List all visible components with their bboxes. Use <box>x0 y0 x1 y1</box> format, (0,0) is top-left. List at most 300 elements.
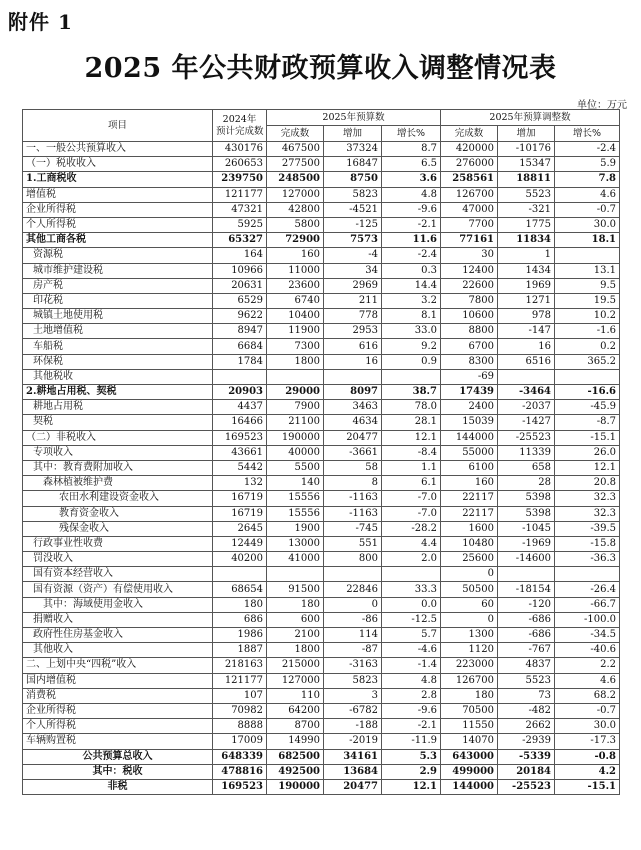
budget-growth: 6.1 <box>382 476 441 491</box>
budget-growth: -4.6 <box>382 643 441 658</box>
header-adjusted-completion: 完成数 <box>441 126 498 142</box>
adjusted-increase: 18811 <box>498 172 555 187</box>
table-row <box>23 521 620 536</box>
header-budget-increase: 增加 <box>324 126 382 142</box>
budget-increase: 4634 <box>324 415 382 430</box>
budget-completion: 5800 <box>267 217 324 232</box>
adjusted-increase: 5398 <box>498 491 555 506</box>
budget-growth: 3.6 <box>382 172 441 187</box>
row-label: 房产税 <box>23 278 213 293</box>
prev-year-value: 169523 <box>213 779 267 794</box>
row-label: 其中：税收 <box>23 764 213 779</box>
prev-year-value: 1887 <box>213 643 267 658</box>
budget-growth: 2.9 <box>382 764 441 779</box>
adjusted-completion: 50500 <box>441 582 498 597</box>
row-label: 企业所得税 <box>23 202 213 217</box>
prev-year-value: 12449 <box>213 536 267 551</box>
row-label: 专项收入 <box>23 445 213 460</box>
adjusted-completion: 60 <box>441 597 498 612</box>
adjusted-completion: 15039 <box>441 415 498 430</box>
adjusted-increase: -147 <box>498 324 555 339</box>
header-budget-completion: 完成数 <box>267 126 324 142</box>
adjusted-growth: 13.1 <box>555 263 620 278</box>
adjusted-growth: -15.8 <box>555 536 620 551</box>
table-row <box>23 217 620 232</box>
budget-growth: -2.4 <box>382 248 441 263</box>
budget-increase: 8750 <box>324 172 382 187</box>
adjusted-increase: -18154 <box>498 582 555 597</box>
adjusted-increase: 2662 <box>498 719 555 734</box>
table-row <box>23 369 620 384</box>
budget-increase: 37324 <box>324 142 382 157</box>
adjusted-growth: -100.0 <box>555 612 620 627</box>
budget-growth: -1.4 <box>382 658 441 673</box>
adjusted-completion: 180 <box>441 688 498 703</box>
row-label: 国有资本经营收入 <box>23 567 213 582</box>
budget-completion: 15556 <box>267 491 324 506</box>
budget-growth: -2.1 <box>382 719 441 734</box>
adjusted-completion: 22600 <box>441 278 498 293</box>
row-label: 环保税 <box>23 354 213 369</box>
table-row <box>23 703 620 718</box>
budget-completion: 40000 <box>267 445 324 460</box>
budget-increase: 3463 <box>324 400 382 415</box>
budget-growth: 8.1 <box>382 309 441 324</box>
adjusted-completion: 25600 <box>441 552 498 567</box>
adjusted-growth: -45.9 <box>555 400 620 415</box>
prev-year-value: 164 <box>213 248 267 263</box>
budget-growth: -28.2 <box>382 521 441 536</box>
adjusted-growth: 9.5 <box>555 278 620 293</box>
budget-growth: 38.7 <box>382 385 441 400</box>
prev-year-value: 169523 <box>213 430 267 445</box>
budget-completion: 21100 <box>267 415 324 430</box>
adjusted-increase: 1271 <box>498 293 555 308</box>
table-row <box>23 263 620 278</box>
budget-completion: 2100 <box>267 628 324 643</box>
prev-year-value: 1986 <box>213 628 267 643</box>
budget-growth <box>382 369 441 384</box>
budget-growth: 0.0 <box>382 597 441 612</box>
adjusted-completion: 14070 <box>441 734 498 749</box>
table-row <box>23 688 620 703</box>
adjusted-completion: 77161 <box>441 233 498 248</box>
prev-year-value: 132 <box>213 476 267 491</box>
header-row-1 <box>23 110 620 126</box>
adjusted-increase: -1427 <box>498 415 555 430</box>
row-label: 国有资源（资产）有偿使用收入 <box>23 582 213 597</box>
budget-growth: 33.3 <box>382 582 441 597</box>
row-label: 车船税 <box>23 339 213 354</box>
budget-completion: 127000 <box>267 187 324 202</box>
row-label: 公共预算总收入 <box>23 749 213 764</box>
adjusted-completion: 499000 <box>441 764 498 779</box>
budget-increase: 34 <box>324 263 382 278</box>
budget-growth: 6.5 <box>382 157 441 172</box>
budget-growth: 0.9 <box>382 354 441 369</box>
prev-year-value: 4437 <box>213 400 267 415</box>
budget-increase: 2953 <box>324 324 382 339</box>
header-item: 项目 <box>23 110 213 142</box>
table-row <box>23 582 620 597</box>
budget-growth: 12.1 <box>382 779 441 794</box>
adjusted-increase: -1045 <box>498 521 555 536</box>
budget-completion: 140 <box>267 476 324 491</box>
prev-year-value: 2645 <box>213 521 267 536</box>
prev-year-value: 5925 <box>213 217 267 232</box>
budget-growth: -8.4 <box>382 445 441 460</box>
table-row <box>23 506 620 521</box>
adjusted-increase: -321 <box>498 202 555 217</box>
adjusted-completion: -69 <box>441 369 498 384</box>
adjusted-increase: -120 <box>498 597 555 612</box>
header-prev-line2: 预计完成数 <box>216 125 264 137</box>
adjusted-increase: -10176 <box>498 142 555 157</box>
budget-completion: 467500 <box>267 142 324 157</box>
adjusted-growth: -0.7 <box>555 202 620 217</box>
budget-increase: 16 <box>324 354 382 369</box>
adjusted-increase: 11834 <box>498 233 555 248</box>
adjusted-increase: 20184 <box>498 764 555 779</box>
header-budget-growth: 增长% <box>382 126 441 142</box>
budget-increase: -745 <box>324 521 382 536</box>
adjusted-completion: 22117 <box>441 491 498 506</box>
budget-growth: 8.7 <box>382 142 441 157</box>
adjusted-completion: 0 <box>441 567 498 582</box>
adjusted-completion: 10600 <box>441 309 498 324</box>
header-prev-line1: 2024年 <box>222 113 257 125</box>
budget-table <box>22 109 620 795</box>
budget-growth: 3.2 <box>382 293 441 308</box>
budget-completion: 248500 <box>267 172 324 187</box>
adjusted-increase: 5523 <box>498 187 555 202</box>
budget-growth: -2.1 <box>382 217 441 232</box>
table-row <box>23 673 620 688</box>
adjusted-increase: -3464 <box>498 385 555 400</box>
adjusted-growth: 7.8 <box>555 172 620 187</box>
adjusted-completion: 12400 <box>441 263 498 278</box>
adjusted-completion: 17439 <box>441 385 498 400</box>
adjusted-growth: 5.9 <box>555 157 620 172</box>
budget-growth: 33.0 <box>382 324 441 339</box>
prev-year-value: 260653 <box>213 157 267 172</box>
header-adjusted-growth: 增长% <box>555 126 620 142</box>
attachment-label: 附件 1 <box>8 10 73 34</box>
adjusted-completion: 22117 <box>441 506 498 521</box>
adjusted-completion: 47000 <box>441 202 498 217</box>
header-prev-year <box>213 110 267 142</box>
adjusted-growth: 32.3 <box>555 506 620 521</box>
budget-growth: 28.1 <box>382 415 441 430</box>
adjusted-increase: 5523 <box>498 673 555 688</box>
adjusted-growth: -1.6 <box>555 324 620 339</box>
row-label: 企业所得税 <box>23 703 213 718</box>
adjusted-growth: 4.6 <box>555 673 620 688</box>
row-label: （一）税收收入 <box>23 157 213 172</box>
budget-growth: 1.1 <box>382 460 441 475</box>
budget-growth: -11.9 <box>382 734 441 749</box>
budget-increase: 551 <box>324 536 382 551</box>
budget-increase: 34161 <box>324 749 382 764</box>
adjusted-increase: -5339 <box>498 749 555 764</box>
adjusted-increase: -25523 <box>498 430 555 445</box>
row-label: 增值税 <box>23 187 213 202</box>
budget-increase: 20477 <box>324 430 382 445</box>
header-adjusted: 2025年预算调整数 <box>441 110 620 126</box>
adjusted-increase: 11339 <box>498 445 555 460</box>
prev-year-value: 20903 <box>213 385 267 400</box>
adjusted-increase: 15347 <box>498 157 555 172</box>
budget-completion: 11900 <box>267 324 324 339</box>
adjusted-growth: -66.7 <box>555 597 620 612</box>
adjusted-growth: -40.6 <box>555 643 620 658</box>
adjusted-increase: 6516 <box>498 354 555 369</box>
row-label: 其他收入 <box>23 643 213 658</box>
row-label: 其他税收 <box>23 369 213 384</box>
prev-year-value: 47321 <box>213 202 267 217</box>
prev-year-value <box>213 567 267 582</box>
budget-completion: 6740 <box>267 293 324 308</box>
prev-year-value: 6684 <box>213 339 267 354</box>
table-row <box>23 339 620 354</box>
budget-growth: 4.8 <box>382 673 441 688</box>
adjusted-increase: -14600 <box>498 552 555 567</box>
budget-increase: 58 <box>324 460 382 475</box>
budget-increase: 5823 <box>324 673 382 688</box>
row-label: 森林植被维护费 <box>23 476 213 491</box>
prev-year-value: 68654 <box>213 582 267 597</box>
table-row <box>23 157 620 172</box>
table-row <box>23 476 620 491</box>
budget-completion <box>267 369 324 384</box>
budget-growth: 2.0 <box>382 552 441 567</box>
row-label: 城镇土地使用税 <box>23 309 213 324</box>
adjusted-growth <box>555 567 620 582</box>
budget-growth: 0.3 <box>382 263 441 278</box>
row-label: 印花税 <box>23 293 213 308</box>
budget-completion: 1800 <box>267 643 324 658</box>
row-label: 其他工商各税 <box>23 233 213 248</box>
prev-year-value: 6529 <box>213 293 267 308</box>
table-row <box>23 658 620 673</box>
budget-increase: -3661 <box>324 445 382 460</box>
adjusted-growth: -36.3 <box>555 552 620 567</box>
budget-growth: -12.5 <box>382 612 441 627</box>
row-label: 其中：海域使用金收入 <box>23 597 213 612</box>
adjusted-increase: 73 <box>498 688 555 703</box>
adjusted-increase: -686 <box>498 612 555 627</box>
adjusted-growth: -0.7 <box>555 703 620 718</box>
adjusted-growth: 26.0 <box>555 445 620 460</box>
adjusted-increase: -25523 <box>498 779 555 794</box>
table-row <box>23 612 620 627</box>
budget-completion: 64200 <box>267 703 324 718</box>
table-row <box>23 749 620 764</box>
budget-completion: 14990 <box>267 734 324 749</box>
adjusted-completion: 126700 <box>441 673 498 688</box>
adjusted-increase: 658 <box>498 460 555 475</box>
budget-completion <box>267 567 324 582</box>
table-row <box>23 233 620 248</box>
budget-increase: 8097 <box>324 385 382 400</box>
table-row <box>23 415 620 430</box>
page-title: 2025 年公共财政预算收入调整情况表 <box>84 53 557 84</box>
prev-year-value: 40200 <box>213 552 267 567</box>
table-row <box>23 491 620 506</box>
row-label: 契税 <box>23 415 213 430</box>
adjusted-increase: -767 <box>498 643 555 658</box>
budget-completion: 11000 <box>267 263 324 278</box>
adjusted-completion: 7700 <box>441 217 498 232</box>
budget-completion: 5500 <box>267 460 324 475</box>
adjusted-growth: -15.1 <box>555 430 620 445</box>
prev-year-value: 239750 <box>213 172 267 187</box>
adjusted-growth: -39.5 <box>555 521 620 536</box>
row-label: 非税 <box>23 779 213 794</box>
adjusted-increase: 1434 <box>498 263 555 278</box>
prev-year-value: 70982 <box>213 703 267 718</box>
budget-increase: 7573 <box>324 233 382 248</box>
table-row <box>23 172 620 187</box>
table-row <box>23 202 620 217</box>
adjusted-growth: 0.2 <box>555 339 620 354</box>
budget-increase: -3163 <box>324 658 382 673</box>
budget-completion: 72900 <box>267 233 324 248</box>
table-row <box>23 460 620 475</box>
adjusted-increase: 16 <box>498 339 555 354</box>
table-row <box>23 293 620 308</box>
adjusted-completion: 30 <box>441 248 498 263</box>
budget-growth: 2.8 <box>382 688 441 703</box>
budget-increase: -125 <box>324 217 382 232</box>
table-row <box>23 324 620 339</box>
budget-increase: 5823 <box>324 187 382 202</box>
budget-growth: -9.6 <box>382 202 441 217</box>
prev-year-value: 8888 <box>213 719 267 734</box>
budget-increase: 13684 <box>324 764 382 779</box>
budget-completion: 600 <box>267 612 324 627</box>
adjusted-growth: 365.2 <box>555 354 620 369</box>
adjusted-completion: 276000 <box>441 157 498 172</box>
table-row <box>23 354 620 369</box>
budget-increase: -2019 <box>324 734 382 749</box>
budget-completion: 15556 <box>267 506 324 521</box>
row-label: 国内增值税 <box>23 673 213 688</box>
table-row <box>23 552 620 567</box>
adjusted-completion: 70500 <box>441 703 498 718</box>
adjusted-growth: 32.3 <box>555 491 620 506</box>
adjusted-increase: -1969 <box>498 536 555 551</box>
table-row <box>23 628 620 643</box>
adjusted-growth: -34.5 <box>555 628 620 643</box>
prev-year-value: 686 <box>213 612 267 627</box>
budget-growth <box>382 567 441 582</box>
prev-year-value: 20631 <box>213 278 267 293</box>
budget-increase: -4521 <box>324 202 382 217</box>
budget-increase: 8 <box>324 476 382 491</box>
adjusted-growth: -16.6 <box>555 385 620 400</box>
budget-increase: 2969 <box>324 278 382 293</box>
adjusted-completion: 55000 <box>441 445 498 460</box>
adjusted-increase: 5398 <box>498 506 555 521</box>
row-label: 车辆购置税 <box>23 734 213 749</box>
adjusted-growth: 68.2 <box>555 688 620 703</box>
adjusted-increase <box>498 369 555 384</box>
adjusted-increase: 1775 <box>498 217 555 232</box>
row-label: 残保金收入 <box>23 521 213 536</box>
budget-increase <box>324 369 382 384</box>
budget-completion: 8700 <box>267 719 324 734</box>
budget-completion: 29000 <box>267 385 324 400</box>
budget-increase: 778 <box>324 309 382 324</box>
adjusted-growth: 20.8 <box>555 476 620 491</box>
adjusted-growth: 18.1 <box>555 233 620 248</box>
adjusted-completion: 1600 <box>441 521 498 536</box>
adjusted-completion: 126700 <box>441 187 498 202</box>
row-label: 1.工商税收 <box>23 172 213 187</box>
prev-year-value: 16466 <box>213 415 267 430</box>
row-label: 资源税 <box>23 248 213 263</box>
budget-completion: 127000 <box>267 673 324 688</box>
prev-year-value: 8947 <box>213 324 267 339</box>
adjusted-completion: 6700 <box>441 339 498 354</box>
adjusted-growth: 30.0 <box>555 719 620 734</box>
adjusted-growth: 10.2 <box>555 309 620 324</box>
budget-growth: 4.4 <box>382 536 441 551</box>
row-label: 其中：教育费附加收入 <box>23 460 213 475</box>
adjusted-growth: -2.4 <box>555 142 620 157</box>
budget-completion: 190000 <box>267 430 324 445</box>
adjusted-completion: 2400 <box>441 400 498 415</box>
prev-year-value: 107 <box>213 688 267 703</box>
budget-increase: 16847 <box>324 157 382 172</box>
adjusted-completion: 10480 <box>441 536 498 551</box>
row-label: 城市维护建设税 <box>23 263 213 278</box>
budget-increase: 3 <box>324 688 382 703</box>
adjusted-increase <box>498 567 555 582</box>
adjusted-increase: 28 <box>498 476 555 491</box>
header-budget: 2025年预算数 <box>267 110 441 126</box>
budget-growth: 12.1 <box>382 430 441 445</box>
row-label: 罚没收入 <box>23 552 213 567</box>
adjusted-increase: -482 <box>498 703 555 718</box>
budget-growth: -9.6 <box>382 703 441 718</box>
budget-completion: 23600 <box>267 278 324 293</box>
adjusted-completion: 1120 <box>441 643 498 658</box>
table-row <box>23 385 620 400</box>
prev-year-value: 43661 <box>213 445 267 460</box>
budget-completion: 91500 <box>267 582 324 597</box>
adjusted-increase: -2037 <box>498 400 555 415</box>
prev-year-value: 10966 <box>213 263 267 278</box>
budget-growth: 5.3 <box>382 749 441 764</box>
prev-year-value: 648339 <box>213 749 267 764</box>
budget-increase: 211 <box>324 293 382 308</box>
table-row <box>23 430 620 445</box>
table-row <box>23 142 620 157</box>
budget-completion: 41000 <box>267 552 324 567</box>
prev-year-value: 478816 <box>213 764 267 779</box>
table-row <box>23 643 620 658</box>
budget-growth: 78.0 <box>382 400 441 415</box>
budget-increase: -6782 <box>324 703 382 718</box>
prev-year-value: 9622 <box>213 309 267 324</box>
table-row <box>23 278 620 293</box>
row-label: （二）非税收入 <box>23 430 213 445</box>
adjusted-increase: 4837 <box>498 658 555 673</box>
table-row <box>23 187 620 202</box>
row-label: 个人所得税 <box>23 217 213 232</box>
